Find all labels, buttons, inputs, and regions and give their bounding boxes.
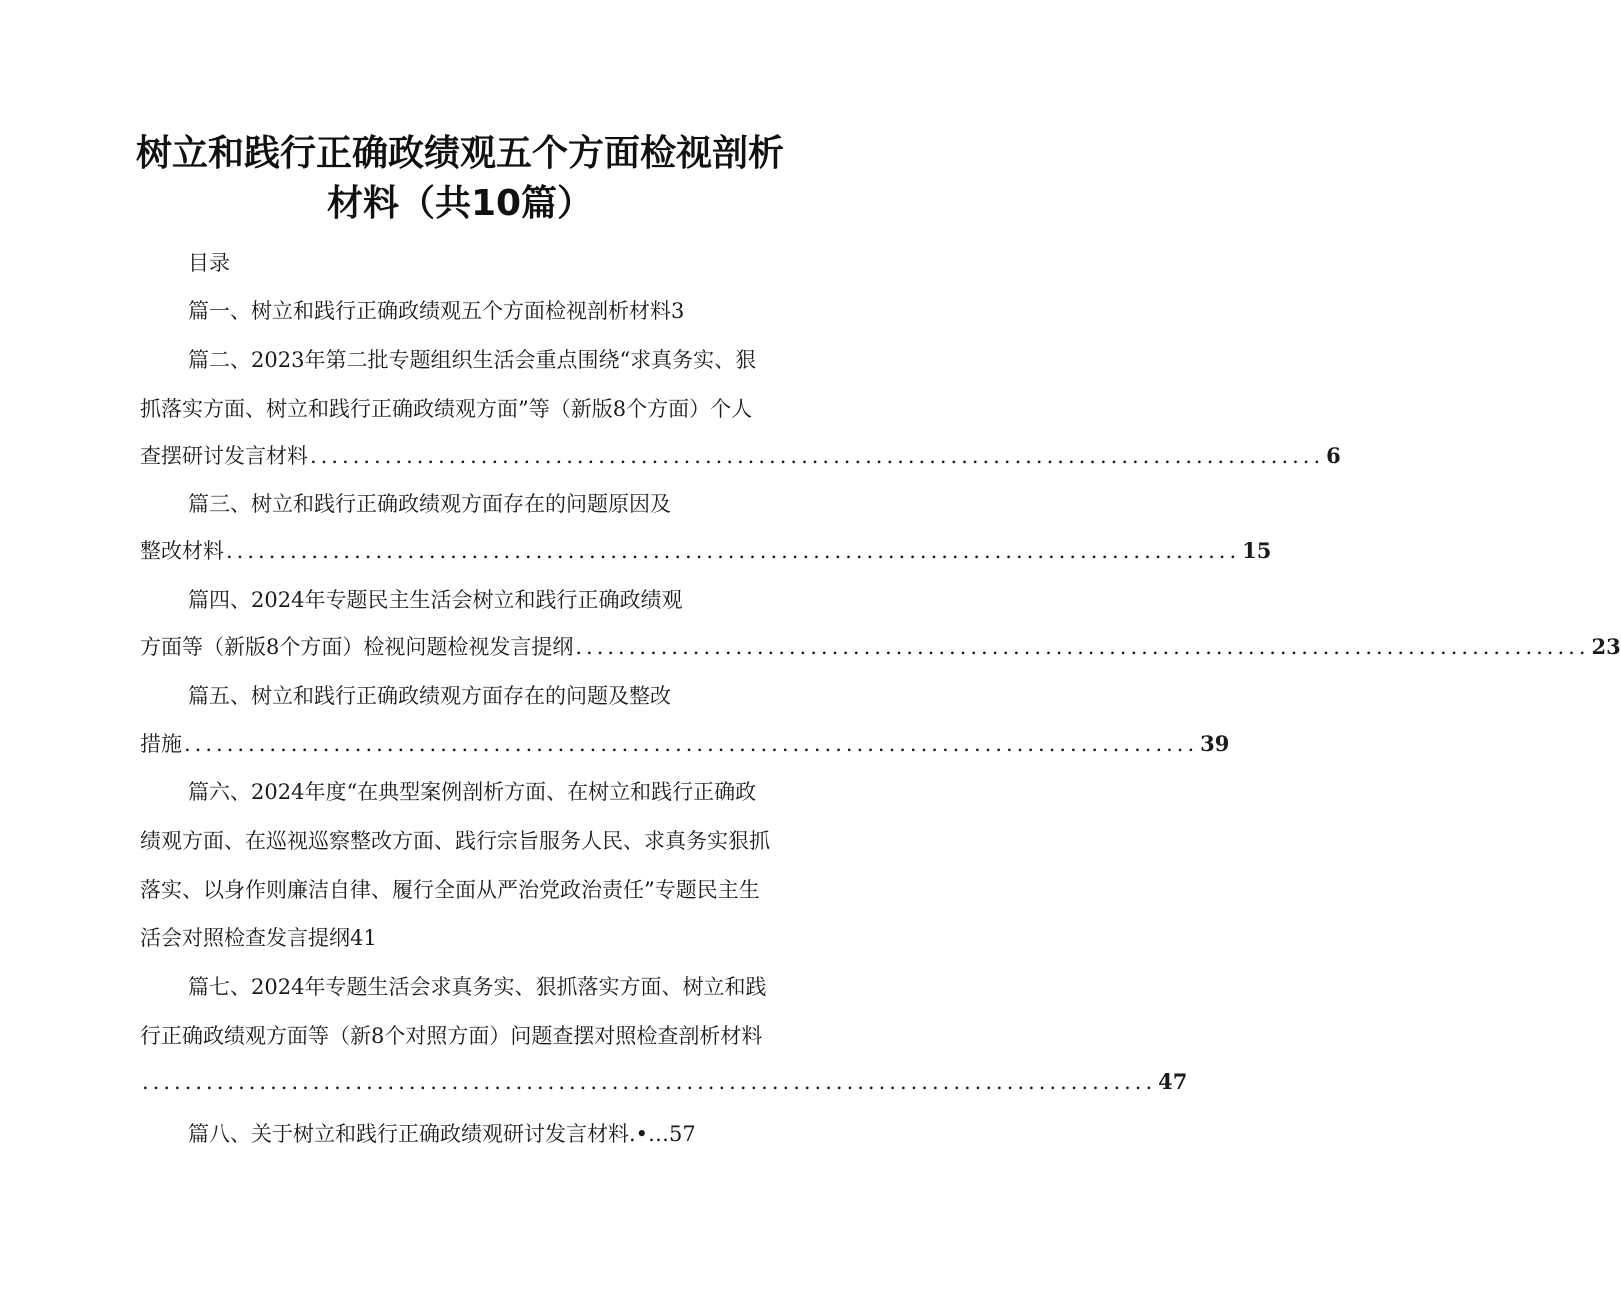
toc-entry-7-line-1: 篇七、2024年专题生活会求真务实、狠抓落实方面、树立和践 bbox=[188, 975, 767, 999]
toc-leader-dots: ............................................................................................... bbox=[142, 1070, 1157, 1094]
toc-entry-7-page: 47 bbox=[1158, 1069, 1188, 1094]
toc-entry-2-text: 查摆研讨发言材料 bbox=[140, 444, 308, 468]
toc-entry-2-line-1: 篇二、2023年第二批专题组织生活会重点围绕“求真务实、狠 bbox=[188, 348, 757, 372]
toc-leader-dots: ............................................................................................... bbox=[184, 732, 1199, 756]
toc-entry-2-line-2: 抓落实方面、树立和践行正确政绩观方面”等（新版8个方面）个人 bbox=[140, 397, 753, 421]
toc-entry-3-text: 整改材料 bbox=[140, 539, 224, 563]
toc-entry-3-page: 15 bbox=[1242, 538, 1272, 563]
toc-entry-6-line-1: 篇六、2024年度“在典型案例剖析方面、在树立和践行正确政 bbox=[188, 780, 757, 804]
toc-entry-3-line-2 bbox=[140, 536, 1272, 566]
toc-entry-1: 篇一、树立和践行正确政绩观五个方面检视剖析材料3 bbox=[188, 299, 685, 323]
toc-entry-5-line-1: 篇五、树立和践行正确政绩观方面存在的问题及整改 bbox=[188, 684, 671, 708]
toc-entry-7-line-3 bbox=[140, 1067, 1188, 1097]
toc-entry-6-line-4: 活会对照检查发言提纲41 bbox=[140, 926, 377, 950]
toc-entry-8: 篇八、关于树立和践行正确政绩观研讨发言材料.•…57 bbox=[188, 1122, 696, 1146]
toc-entry-2-page: 6 bbox=[1326, 443, 1341, 468]
toc-entry-4-page: 23 bbox=[1591, 634, 1621, 659]
toc-entry-2-line-3 bbox=[140, 441, 1341, 471]
toc-entry-4-line-1: 篇四、2024年专题民主生活会树立和践行正确政绩观 bbox=[188, 588, 683, 612]
document-title-line-2: 材料（共10篇） bbox=[326, 183, 594, 224]
toc-entry-5-line-2 bbox=[140, 729, 1230, 759]
toc-leader-dots: ............................................................................................... bbox=[575, 635, 1590, 659]
toc-entry-3-line-1: 篇三、树立和践行正确政绩观方面存在的问题原因及 bbox=[188, 492, 671, 516]
document-title-line-1: 树立和践行正确政绩观五个方面检视剖析 bbox=[135, 133, 784, 174]
toc-entry-5-text: 措施 bbox=[140, 732, 182, 756]
toc-entry-6-line-2: 绩观方面、在巡视巡察整改方面、践行宗旨服务人民、求真务实狠抓 bbox=[140, 829, 770, 853]
toc-entry-4-text: 方面等（新版8个方面）检视问题检视发言提纲 bbox=[140, 635, 574, 659]
toc-entry-5-page: 39 bbox=[1200, 731, 1230, 756]
toc-entry-4-line-2 bbox=[140, 632, 1621, 662]
toc-heading: 目录 bbox=[188, 251, 230, 275]
toc-leader-dots: ............................................................................................... bbox=[226, 539, 1241, 563]
toc-entry-7-line-2: 行正确政绩观方面等（新8个对照方面）问题查摆对照检查剖析材料 bbox=[140, 1024, 763, 1048]
toc-leader-dots: ............................................................................................... bbox=[310, 444, 1325, 468]
toc-entry-6-line-3: 落实、以身作则廉洁自律、履行全面从严治党政治责任”专题民主生 bbox=[140, 878, 760, 902]
